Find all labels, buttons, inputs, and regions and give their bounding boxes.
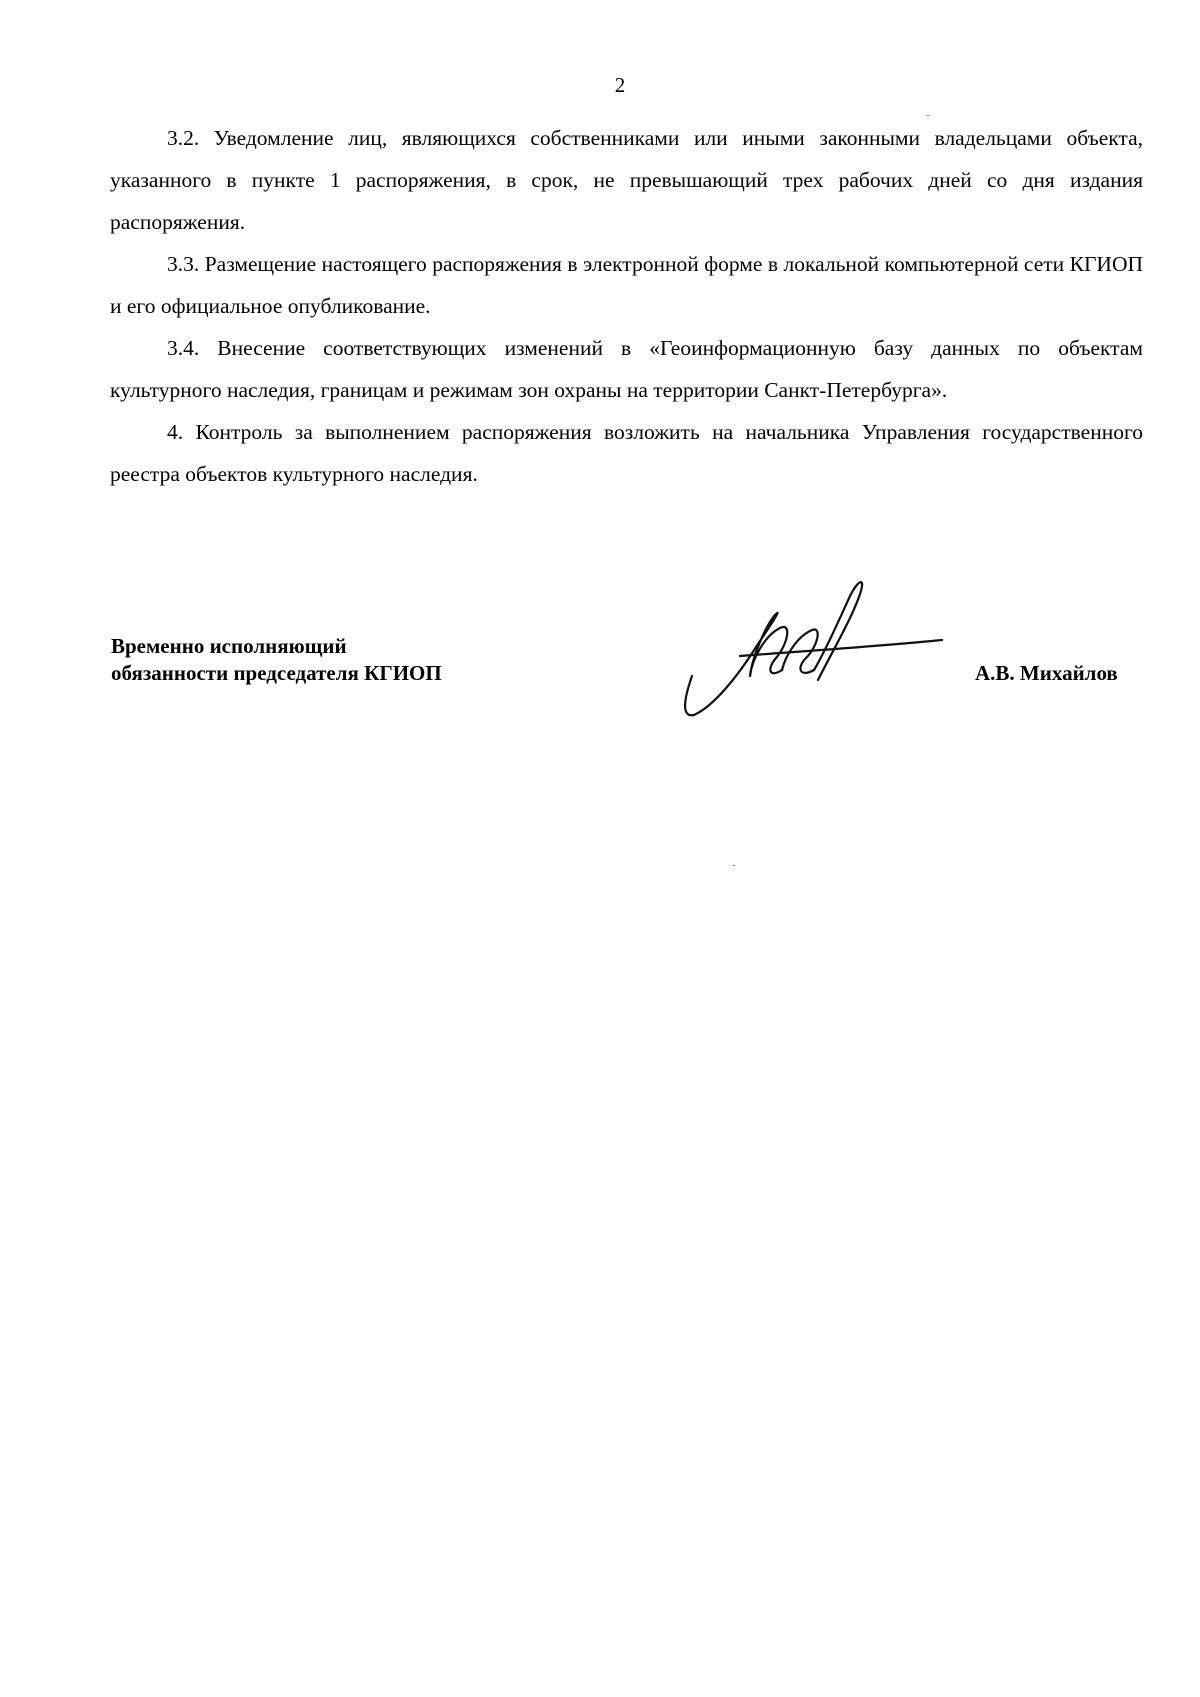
paragraph-4: 4. Контроль за выполнением распоряжения возложить на начальника Управления государственного реестра объектов культурного наследия. [110, 420, 1143, 486]
paragraph-3-4: 3.4. Внесение соответствующих изменений в «Геоинформационную базу данных по объектам культурного наследия, границам и режимам зон охраны на территории Санкт-Петербурга». [110, 336, 1143, 402]
signatory-title-line-2: обязанности председателя КГИОП [111, 661, 442, 685]
paragraph-3-2: 3.2. Уведомление лиц, являющихся собственниками или иными законными владельцами объекта, указанного в пункте 1 распоряжения, в срок, не превышающий трех рабочих дней со дня издания распоряжения. [110, 126, 1143, 234]
document-body [110, 117, 1143, 495]
scan-speck [927, 115, 929, 116]
page-number: 2 [614, 73, 626, 97]
paragraph-3-3: 3.3. Размещение настоящего распоряжения в электронной форме в локальной компьютерной сети КГИОП и его официальное опубликование. [110, 252, 1143, 318]
handwritten-signature [680, 578, 950, 728]
signatory-title [111, 633, 442, 687]
signatory-title-line-1: Временно исполняющий [111, 634, 347, 658]
signatory-name: А.В. Михайлов [975, 661, 1118, 685]
scan-speck [733, 865, 735, 866]
